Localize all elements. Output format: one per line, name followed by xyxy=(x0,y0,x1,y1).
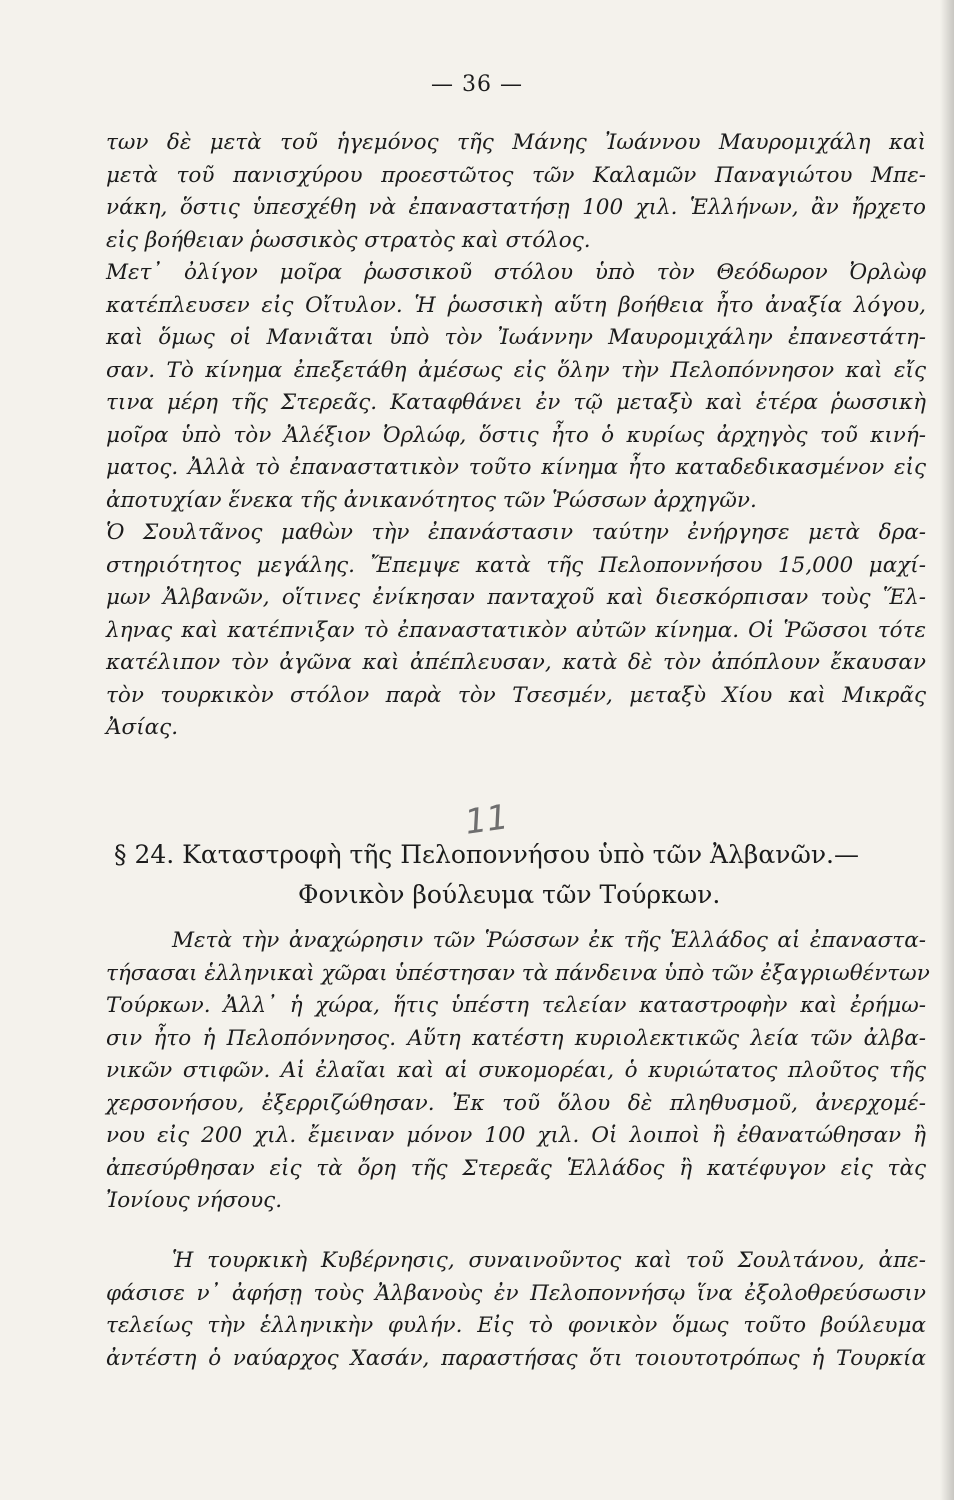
text-line: νου εἰς 200 χιλ. ἔμειναν μόνον 100 χιλ. Οἱ λοιποὶ ἢ ἐθανατώθησαν ἢ xyxy=(106,1123,926,1148)
text-line: τὸν τουρκικὸν στόλον παρὰ τὸν Τσεσμέν, μεταξὺ Χίου καὶ Μικρᾶς xyxy=(106,682,926,708)
text-line: ἀποτυχίαν ἕνεκα τῆς ἀνικανότητος τῶν Ῥώσσων ἀρχηγῶν. xyxy=(106,487,757,513)
text-line: ληνας καὶ κατέπνιξαν τὸ ἐπαναστατικὸν αὐτῶν κίνημα. Οἱ Ῥῶσσοι τότε xyxy=(106,617,926,643)
text-line: χερσονήσου, ἐξερριζώθησαν. Ἐκ τοῦ ὅλου δὲ πληθυσμοῦ, ἀνερχομέ- xyxy=(106,1090,926,1116)
text-line: μων Ἀλβανῶν, οἵτινες ἐνίκησαν πανταχοῦ καὶ διεσκόρπισαν τοὺς Ἕλ- xyxy=(106,585,926,610)
text-line: Μετὰ τὴν ἀναχώρησιν τῶν Ῥώσσων ἐκ τῆς Ἑλλάδος αἱ ἐπαναστα- xyxy=(172,928,926,953)
text-line: ἀπεσύρθησαν εἰς τὰ ὄρη τῆς Στερεᾶς Ἑλλάδος ἢ κατέφυγον εἰς τὰς xyxy=(106,1155,926,1181)
text-line: Μετ᾽ ὀλίγον μοῖρα ῥωσσικοῦ στόλου ὑπὸ τὸν Θεόδωρον Ὀρλὼφ xyxy=(106,260,926,285)
text-line: Τούρκων. Ἀλλ᾽ ἡ χώρα, ἥτις ὑπέστη τελείαν καταστροφὴν καὶ ἐρήμω- xyxy=(106,993,926,1018)
text-line: φάσισε ν᾽ ἀφήσῃ τοὺς Ἀλβανοὺς ἐν Πελοποννήσῳ ἵνα ἐξολοθρεύσωσιν xyxy=(106,1280,926,1306)
text-line: ματος. Ἀλλὰ τὸ ἐπαναστατικὸν τοῦτο κίνημα ἦτο καταδεδικασμένον εἰς xyxy=(106,455,926,480)
text-line: σαν. Τὸ κίνημα ἐπεξετάθη ἀμέσως εἰς ὅλην τὴν Πελοπόννησον καὶ εἴς xyxy=(106,357,926,383)
text-line: τήσασαι ἑλληνικαὶ χῶραι ὑπέστησαν τὰ πάνδεινα ὑπὸ τῶν ἐξαγριωθέντων xyxy=(106,960,930,986)
section-heading xyxy=(106,835,926,915)
text-line: Ἡ τουρκικὴ Κυβέρνησις, συναινοῦντος καὶ τοῦ Σουλτάνου, ἀπε- xyxy=(172,1248,926,1273)
text-line: εἰς βοήθειαν ῥωσσικὸς στρατὸς καὶ στόλος. xyxy=(106,227,591,253)
page-number: — 36 — xyxy=(431,72,523,97)
text-line: σιν ἦτο ἡ Πελοπόννησος. Αὕτη κατέστη κυριολεκτικῶς λεία τῶν ἀλβα- xyxy=(106,1025,926,1051)
page-edge-shadow xyxy=(940,0,954,1500)
text-line: νάκη, ὅστις ὑπεσχέθη νὰ ἐπαναστατήσῃ 100 χιλ. Ἑλλήνων, ἂν ἤρχετο xyxy=(106,195,926,220)
section-heading-line: § 24. Καταστροφὴ τῆς Πελοποννήσου ὑπὸ τῶν Ἀλβανῶν.— xyxy=(114,840,859,869)
text-line: τελείως τὴν ἑλληνικὴν φυλήν. Εἰς τὸ φονικὸν ὅμως τοῦτο βούλευμα xyxy=(106,1313,926,1338)
text-line: καὶ ὅμως οἱ Μανιᾶται ὑπὸ τὸν Ἰωάννην Μαυρομιχάλην ἐπανεστάτη- xyxy=(106,325,926,350)
text-line: στηριότητος μεγάλης. Ἔπεμψε κατὰ τῆς Πελοποννήσου 15,000 μαχί- xyxy=(106,552,926,578)
text-line: των δὲ μετὰ τοῦ ἡγεμόνος τῆς Μάνης Ἰωάννου Μαυρομιχάλη καὶ xyxy=(106,130,926,155)
text-line: Ἀσίας. xyxy=(106,715,179,740)
text-line: νικῶν στιφῶν. Αἱ ἐλαῖαι καὶ αἱ συκομορέαι, ὁ κυριώτατος πλοῦτος τῆς xyxy=(106,1058,926,1083)
text-line: κατέπλευσεν εἰς Οἴτυλον. Ἡ ῥωσσικὴ αὕτη βοήθεια ἦτο ἀναξία λόγου, xyxy=(106,292,926,318)
paragraph-block-2 xyxy=(106,925,930,1218)
text-line: Ἰονίους νήσους. xyxy=(106,1188,283,1213)
text-line: μοῖρα ὑπὸ τὸν Ἀλέξιον Ὀρλώφ, ὅστις ἦτο ὁ κυρίως ἀρχηγὸς τοῦ κινή- xyxy=(106,422,926,448)
text-line: μετὰ τοῦ πανισχύρου προεστῶτος τῶν Καλαμῶν Παναγιώτου Μπε- xyxy=(106,162,926,188)
text-line: ἀντέστη ὁ ναύαρχος Χασάν, παραστήσας ὅτι τοιουτοτρόπως ἡ Τουρκία xyxy=(106,1345,926,1371)
paragraph-block-3 xyxy=(106,1245,926,1375)
handwritten-annotation: 11 xyxy=(462,797,511,843)
paragraph-block-1 xyxy=(106,127,926,745)
section-heading-line: Φονικὸν βούλευμα τῶν Τούρκων. xyxy=(298,880,721,909)
text-line: κατέλιπον τὸν ἀγῶνα καὶ ἀπέπλευσαν, κατὰ δὲ τὸν ἀπόπλουν ἔκαυσαν xyxy=(106,650,926,675)
text-line: Ὁ Σουλτᾶνος μαθὼν τὴν ἐπανάστασιν ταύτην ἐνήργησε μετὰ δρα- xyxy=(106,520,926,545)
text-line: τινα μέρη τῆς Στερεᾶς. Καταφθάνει ἐν τῷ μεταξὺ καὶ ἑτέρα ῥωσσικὴ xyxy=(106,390,926,415)
